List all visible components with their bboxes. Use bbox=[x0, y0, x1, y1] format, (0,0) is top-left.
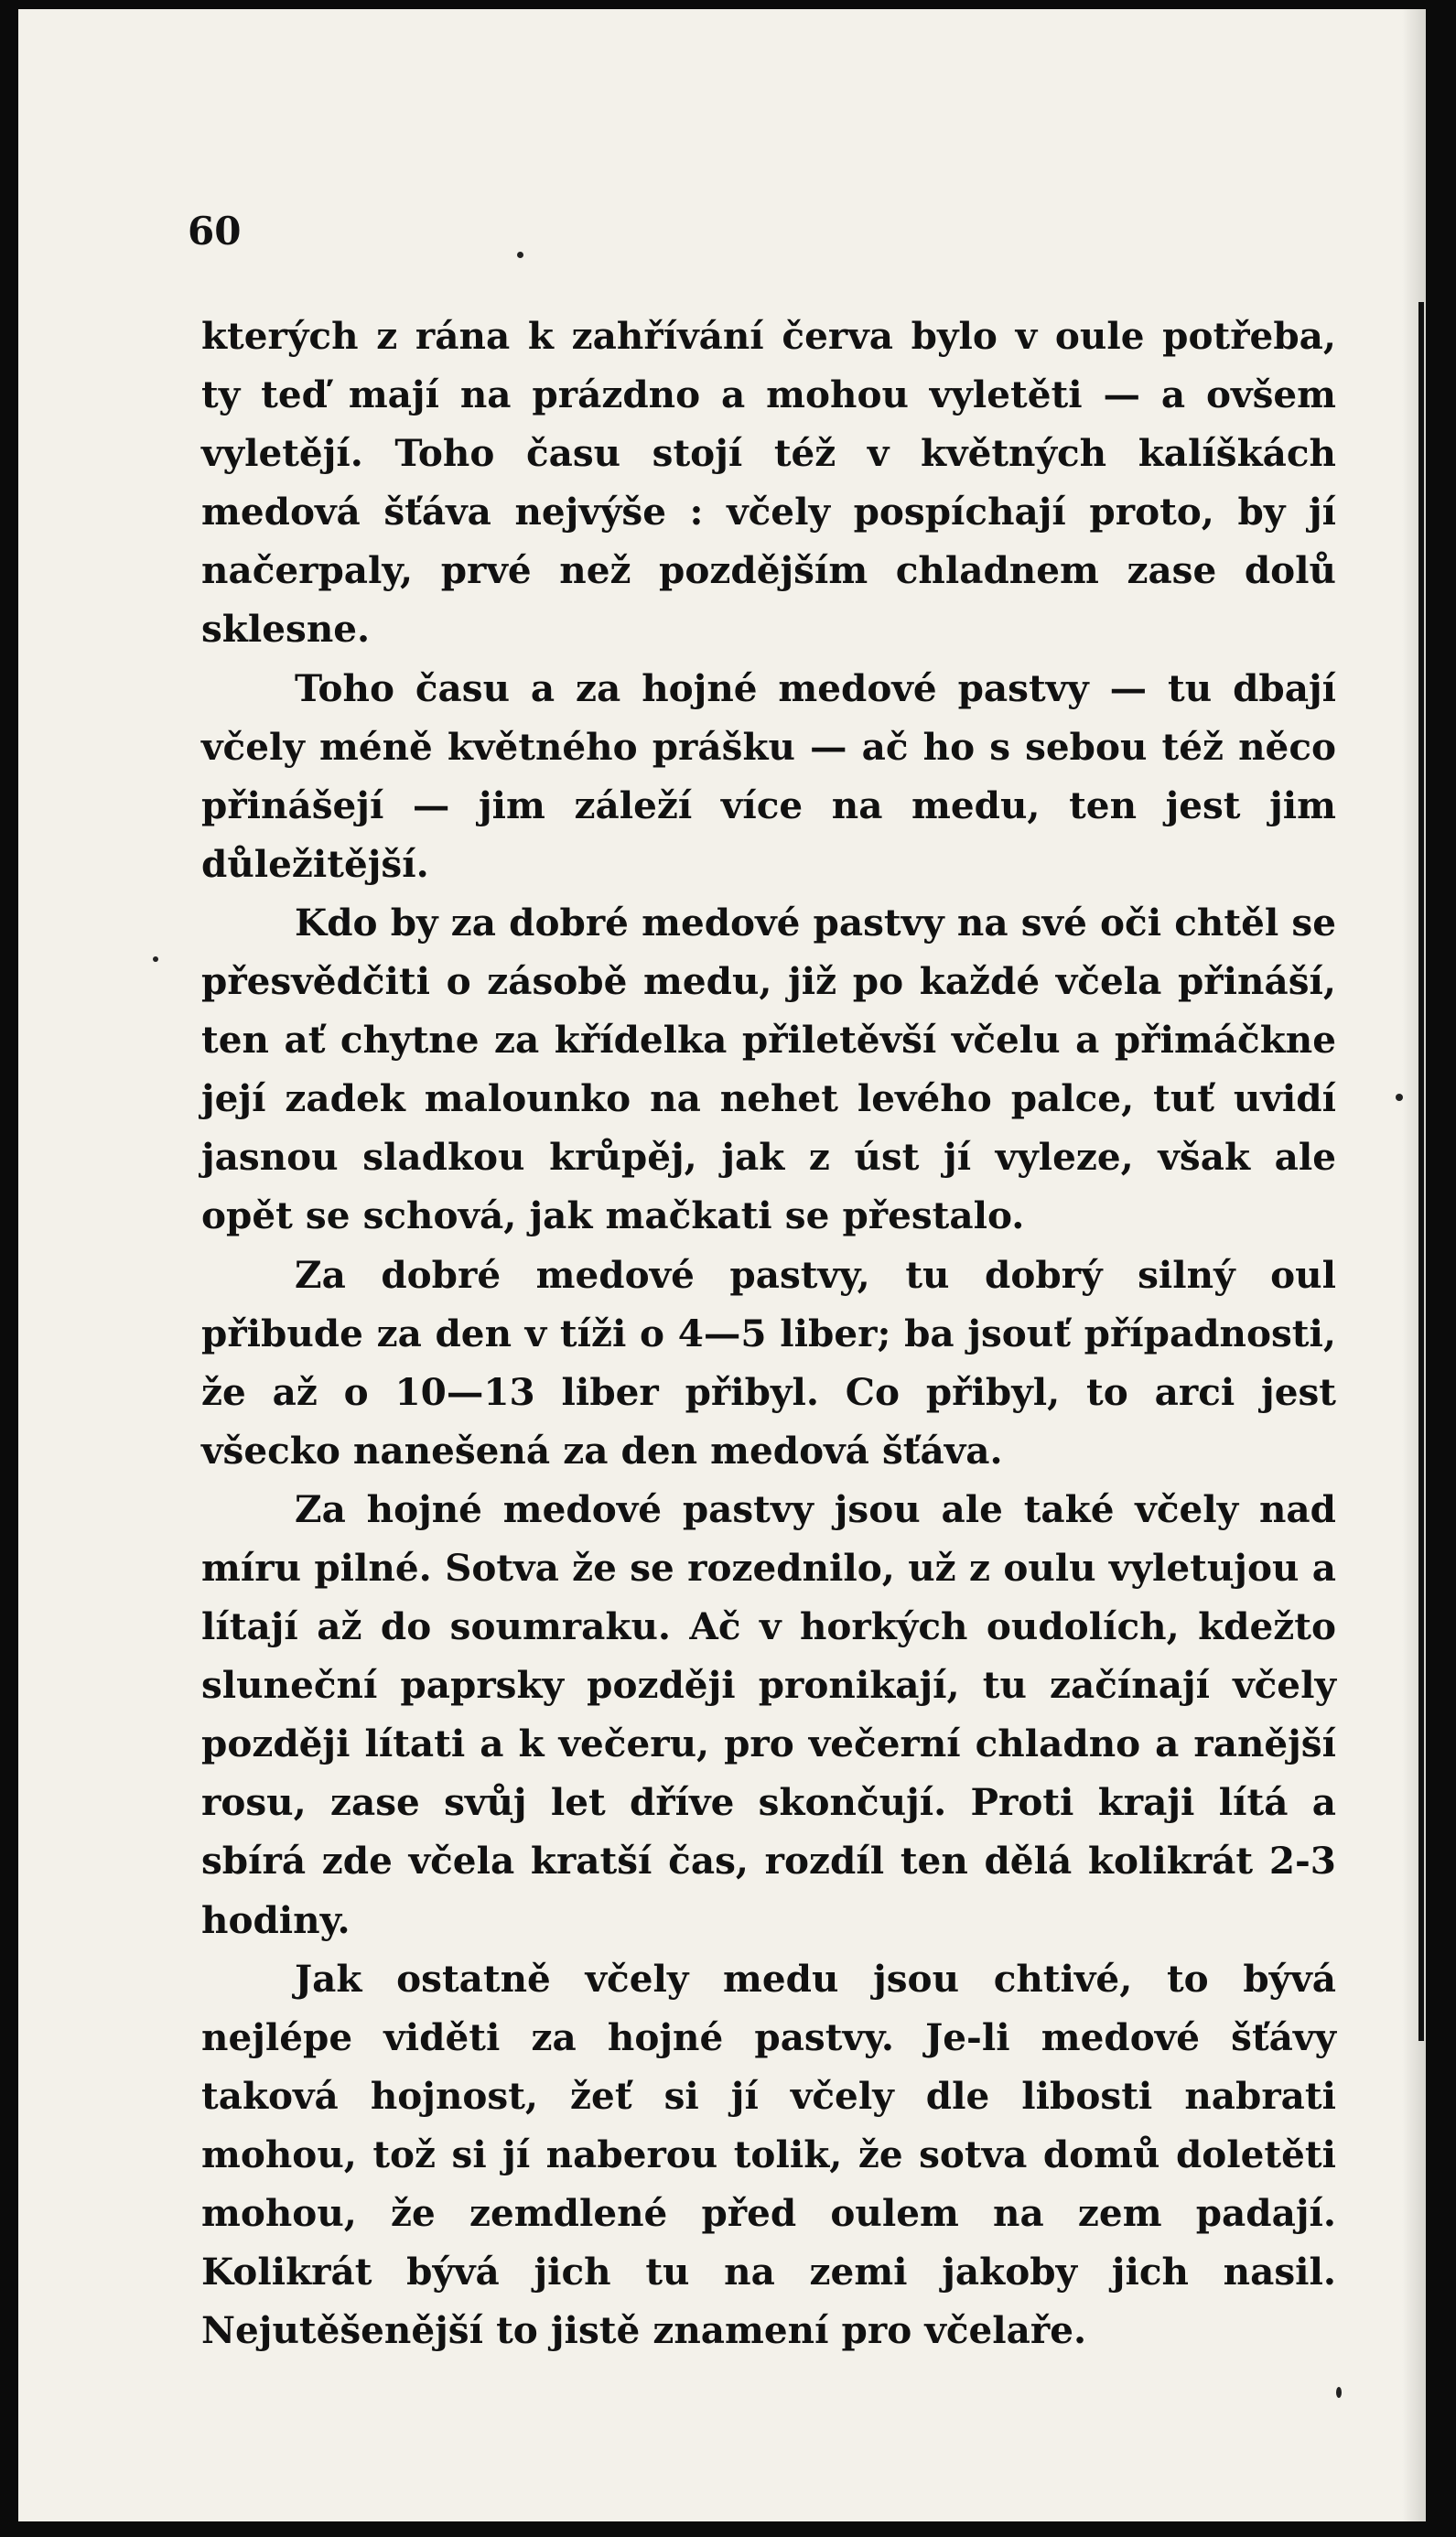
paragraph-2: Toho času a za hojné medové pastvy — tu dbají včely méně květného prášku — ač ho s sebou též něco přinášejí — jim záleží více na medu, ten jest jim důležitější. bbox=[201, 665, 1336, 886]
body-text bbox=[201, 307, 1336, 2359]
paragraph-5: Za hojné medové pastvy jsou ale také včely nad míru pilné. Sotva že se rozednilo, už z oulu vyletujou a lítají až do soumraku. Ač v horkých oudolích, kdežto sluneční paprsky později pronikají, tu začínají včely později lítati a k večeru, pro večerní chladno a ranější rosu, zase svůj let dříve skončují. Proti kraji lítá a sbírá zde včela kratší čas, rozdíl ten dělá kolikrát 2-3 hodiny. bbox=[201, 1486, 1336, 1942]
paragraph-3: Kdo by za dobré medové pastvy na své oči chtěl se přesvědčiti o zásobě medu, již po každé včela přináší, ten ať chytne za křídelka přiletěvší včelu a přimáčkne její zadek malounko na nehet levého palce, tuť uvidí jasnou sladkou krůpěj, jak z úst jí vyleze, však ale opět se schová, jak mačkati se přestalo. bbox=[201, 900, 1336, 1238]
print-speck bbox=[153, 956, 158, 962]
paragraph-1: kterých z rána k zahřívání červa bylo v oule potřeba, ty teď mají na prázdno a mohou vyletěti — a ovšem vyletějí. Toho času stojí též v květných kalíškách medová šťáva nejvýše : včely pospíchají proto, by jí načerpaly, prvé než pozdějším chladnem zase dolů sklesne. bbox=[201, 314, 1336, 652]
paragraph-4: Za dobré medové pastvy, tu dobrý silný oul přibude za den v tíži o 4—5 liber; ba jsouť případnosti, že až o 10—13 liber přibyl. Co přibyl, to arci jest všecko nanešená za den medová šťáva. bbox=[201, 1252, 1336, 1473]
book-page bbox=[18, 9, 1426, 2521]
paragraph-6: Jak ostatně včely medu jsou chtivé, to bývá nejlépe viděti za hojné pastvy. Je-li medové šťávy taková hojnost, žeť si jí včely dle libosti nabrati mohou, tož si jí naberou tolik, že sotva domů doletěti mohou, že zemdlené před oulem na zem padají. Kolikrát bývá jich tu na zemi jakoby jich nasil. Nejutěšenější to jistě znamení pro včelaře. bbox=[201, 1956, 1336, 2353]
binding-edge bbox=[1418, 302, 1424, 2041]
print-speck bbox=[517, 252, 523, 258]
print-speck bbox=[1336, 2387, 1342, 2398]
page-number: 60 bbox=[188, 209, 242, 254]
print-speck bbox=[1396, 1094, 1403, 1101]
